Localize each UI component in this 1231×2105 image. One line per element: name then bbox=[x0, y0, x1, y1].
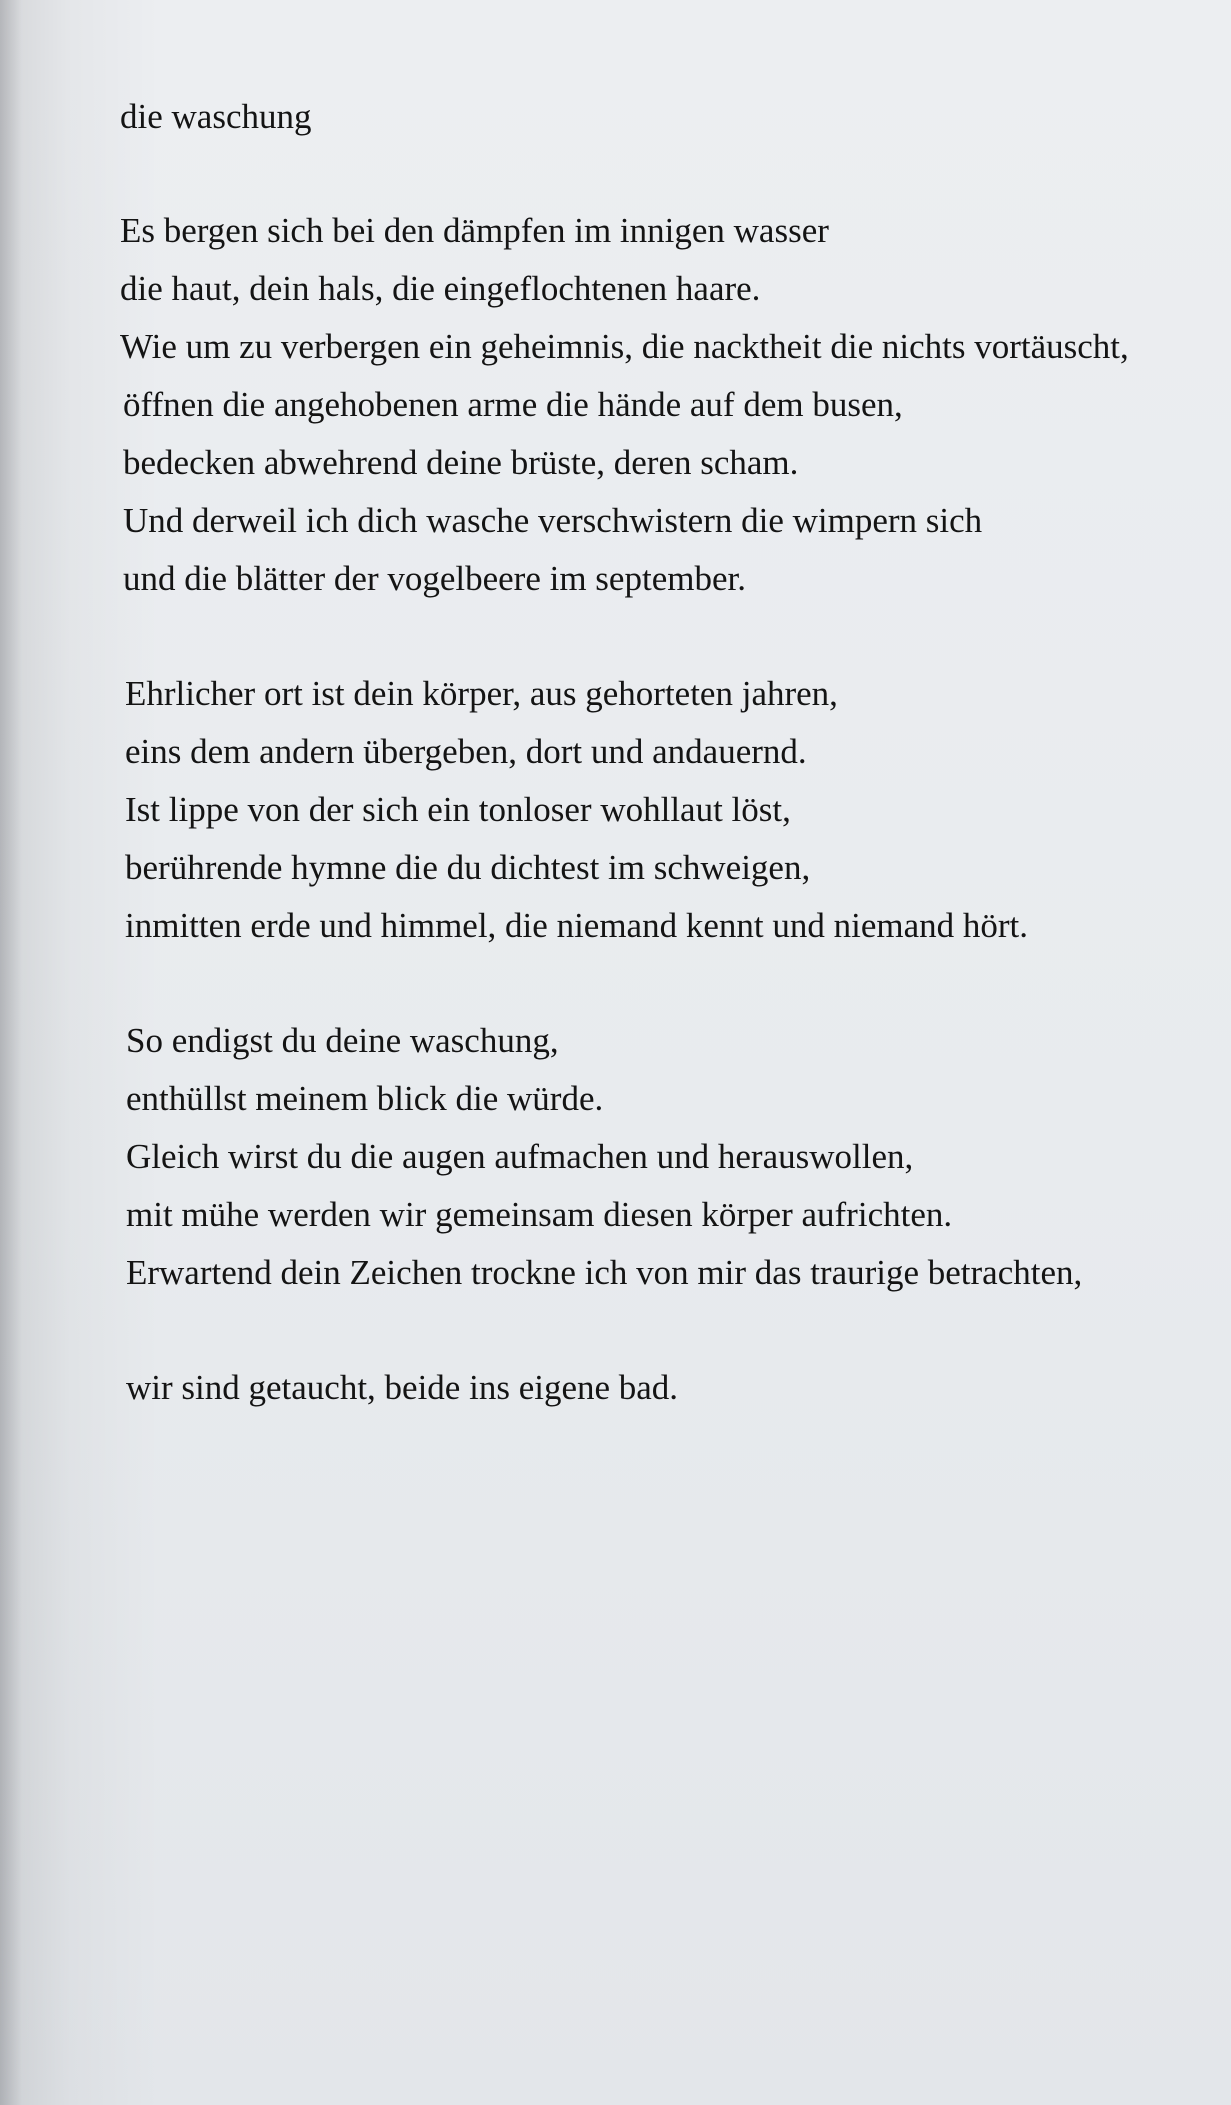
poem-line: inmitten erde und himmel, die niemand kennt und niemand hört. bbox=[125, 906, 1028, 945]
poem-line: öffnen die angehobenen arme die hände auf dem busen, bbox=[123, 385, 903, 424]
poem-line: enthüllst meinem blick die würde. bbox=[126, 1079, 604, 1118]
poem-line: die haut, dein hals, die eingeflochtenen haare. bbox=[120, 269, 761, 308]
stanza-3 bbox=[120, 1012, 1200, 1302]
poem-line: bedecken abwehrend deine brüste, deren scham. bbox=[123, 443, 799, 482]
stanza-2 bbox=[120, 665, 1200, 955]
poem-line: Gleich wirst du die augen aufmachen und herauswollen, bbox=[126, 1137, 914, 1176]
poem-line: eins dem andern übergeben, dort und andauernd. bbox=[125, 732, 807, 771]
poem-title: die waschung bbox=[120, 97, 312, 136]
poem-line: berührende hymne die du dichtest im schweigen, bbox=[125, 848, 811, 887]
poem-line: So endigst du deine waschung, bbox=[126, 1021, 559, 1060]
stanza-1 bbox=[120, 202, 1200, 608]
poem-line: Ist lippe von der sich ein tonloser wohllaut löst, bbox=[125, 790, 791, 829]
poem-line: Erwartend dein Zeichen trockne ich von mir das traurige betrachten, bbox=[126, 1253, 1083, 1292]
poem-line: Wie um zu verbergen ein geheimnis, die nacktheit die nichts vortäuscht, bbox=[120, 327, 1129, 366]
poem-line: wir sind getaucht, beide ins eigene bad. bbox=[126, 1368, 679, 1407]
page-shadow bbox=[0, 0, 22, 2105]
stanza-4 bbox=[120, 1359, 1200, 1417]
poem-line: mit mühe werden wir gemeinsam diesen körper aufrichten. bbox=[126, 1195, 953, 1234]
poem-line: Ehrlicher ort ist dein körper, aus gehorteten jahren, bbox=[125, 674, 838, 713]
poem bbox=[120, 92, 1200, 1474]
poem-line: Es bergen sich bei den dämpfen im innigen wasser bbox=[120, 211, 829, 250]
poem-line: und die blätter der vogelbeere im september. bbox=[123, 559, 746, 598]
poem-line: Und derweil ich dich wasche verschwistern die wimpern sich bbox=[123, 501, 983, 540]
